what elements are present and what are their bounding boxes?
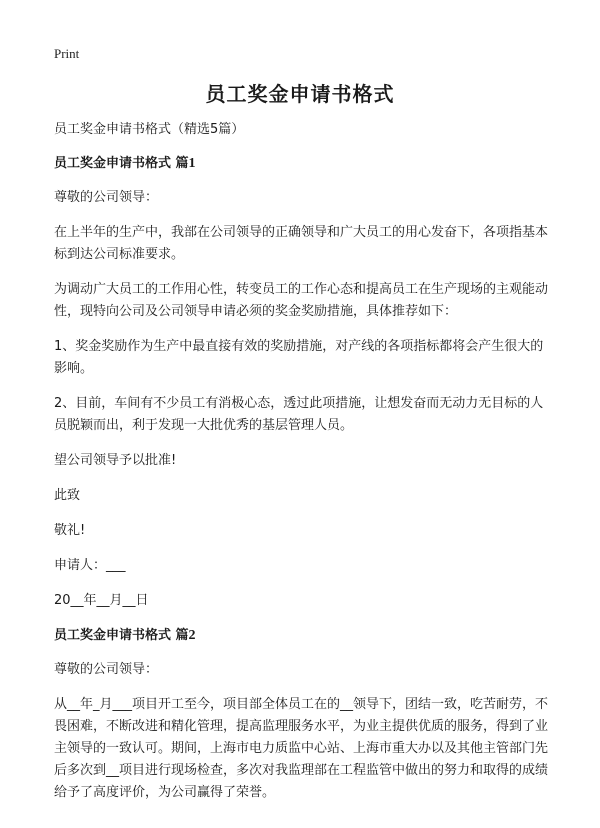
paragraph-1-2: 为调动广大员工的工作用心性，转变员工的工作心态和提高员工在生产现场的主观能动性，现特向公司及公司领导申请必须的奖金奖励措施，具体推荐如下： — [54, 282, 549, 319]
print-label[interactable]: Print — [54, 46, 80, 61]
paragraph-1-5: 望公司领导予以批准! — [54, 453, 177, 468]
date-line: 20__年__月__日 — [54, 593, 149, 608]
paragraph-1-4: 2、目前，车间有不少员工有消极心态，透过此项措施，让想发奋而无动力无目标的人员脱颖而出，利于发现一大批优秀的基层管理人员。 — [54, 396, 544, 433]
section-heading-1 — [54, 153, 548, 175]
section-heading-2 — [54, 625, 548, 647]
closing-line-2: 敬礼! — [54, 523, 86, 538]
paragraph-1-3: 1、奖金奖励作为生产中最直接有效的奖励措施，对产线的各项指标都将会产生很大的影响。 — [54, 339, 544, 376]
section-heading-1-text: 员工奖金申请书格式 篇 — [54, 156, 189, 171]
paragraph-1-1: 在上半年的生产中，我部在公司领导的正确领导和广大员工的用心发奋下，各项指基本标到达公司标准要求。 — [54, 225, 549, 262]
salutation-2: 尊敬的公司领导： — [54, 662, 159, 677]
applicant-line: 申请人：___ — [54, 558, 126, 573]
document-title: 员工奖金申请书格式 — [205, 82, 395, 106]
salutation-1: 尊敬的公司领导： — [54, 190, 159, 205]
document-body — [54, 119, 548, 817]
document-subtitle: 员工奖金申请书格式（精选5篇） — [54, 122, 245, 137]
section-heading-2-text: 员工奖金申请书格式 篇 — [54, 628, 189, 643]
paragraph-2-1: 从__年_月___项目开工至今，项目部全体员工在的__领导下，团结一致，吃苦耐劳，不畏困难，不断改进和精化管理，提高监理服务水平，为业主提供优质的服务，得到了业主领导的一致认可。期间，上海市电力质监中心站、上海市重大办以及其他主管部门先后多次到__项目进行现场检查，多次对我监理部在工程监管中做出的努力和取得的成绩给予了高度评价，为公司赢得了荣誉。 — [54, 697, 549, 800]
section-heading-2-number: 2 — [188, 628, 196, 643]
closing-line-1: 此致 — [54, 488, 81, 503]
section-heading-1-number: 1 — [188, 156, 196, 171]
